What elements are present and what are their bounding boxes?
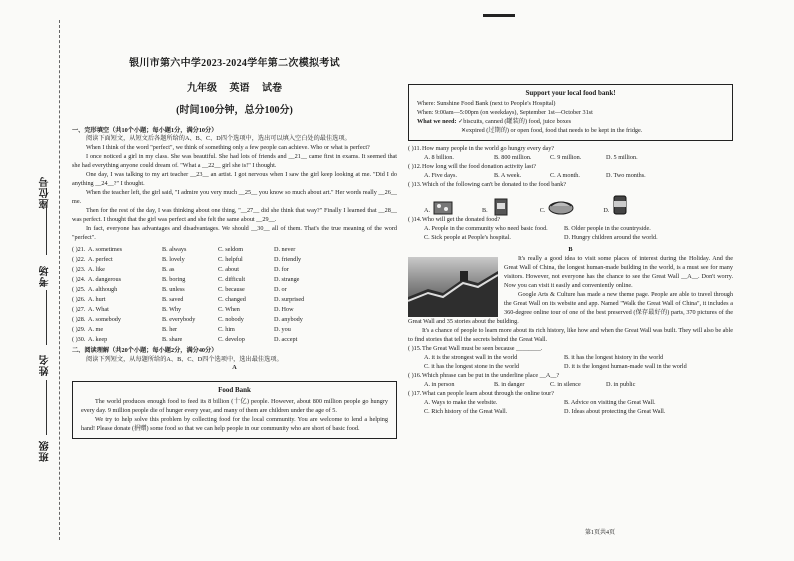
food-bank-box	[72, 381, 397, 438]
choice[interactable]: A. it is the strongest wall in the world	[424, 353, 518, 361]
question-16	[408, 372, 733, 390]
q-number[interactable]: ( )17.	[408, 389, 422, 397]
choice[interactable]: A. 8 billion.	[424, 154, 454, 162]
choice[interactable]: B. everybody	[162, 315, 196, 323]
support-where: Where: Sunshine Food Bank (next to People's Hospital)	[417, 100, 556, 108]
choice[interactable]: B. it has the longest history in the world	[564, 353, 664, 361]
great-wall-photo	[408, 257, 498, 317]
q-number[interactable]: ( )12.	[408, 163, 422, 171]
q-number[interactable]: ( )22.	[72, 256, 86, 264]
part1-heading: 一、完形填空（共10个小题；每小题1分，满分10分）	[72, 126, 218, 134]
choice-letter: B.	[482, 207, 488, 215]
choice[interactable]: D. never	[274, 246, 296, 254]
choice[interactable]: B. unless	[162, 285, 185, 293]
choice[interactable]: A. sometimes	[88, 246, 123, 254]
q-text: How long will the food donation activity last?	[422, 163, 536, 171]
q-text: Which of the following can't be donated to the food bank?	[422, 181, 567, 189]
choice-c[interactable]	[540, 196, 576, 216]
time-info: (时间100分钟，总分100分)	[176, 105, 293, 116]
choice[interactable]: A. in person	[424, 380, 455, 388]
q-text: Which phrase can be put in the underline place __A__?	[422, 371, 560, 379]
choice[interactable]: D. surprised	[274, 295, 305, 303]
name-blank[interactable]	[46, 380, 47, 435]
choice[interactable]: C. in silence	[550, 380, 581, 388]
choice[interactable]: A. Ways to make the website.	[424, 398, 498, 406]
choice[interactable]: C. him	[218, 325, 235, 333]
cloze-paragraph: When the teacher left, the girl said, "I admire you very much __25__ you know so much about art." Her words really __26__ me.	[72, 189, 397, 206]
choice[interactable]: C. it has the longest stone in the world	[424, 362, 520, 370]
q-number[interactable]: ( )30.	[72, 335, 86, 343]
q-number[interactable]: ( )25.	[72, 285, 86, 293]
choice[interactable]: C. Sick people at People's hospital.	[424, 233, 511, 241]
choice[interactable]: C. 9 million.	[550, 154, 582, 162]
choice[interactable]: C. difficult	[218, 276, 246, 284]
passage-b-paragraph: It's really a good idea to visit some places of interest during the Holiday. And the Great Wall of China, the longest human-made building in the world, is a must see for many visitors. However, not everyone has the chance to see the Great Wall __A__. Don't worry. Now you can visit it easily and conveniently online.	[504, 254, 733, 289]
choice[interactable]: C. nobody	[218, 315, 244, 323]
support-title: Support your local food bank!	[525, 89, 616, 97]
right-column	[408, 0, 733, 417]
choice[interactable]: D. accept	[274, 335, 298, 343]
school-title: 银川市第六中学2023-2024学年第二次模拟考试	[129, 58, 340, 69]
question-14	[408, 216, 733, 243]
cloze-paragraph: One day, I was talking to my art teacher __23__ an artist. I got nervous when I saw the girl keep looking at me. "Did I do anything __24__?" I thought.	[72, 171, 397, 188]
food-bank-title: Food Bank	[218, 386, 251, 395]
great-wall-image	[408, 257, 498, 317]
option-row	[72, 245, 397, 255]
choice[interactable]: A. perfect	[88, 256, 113, 264]
q-text: Who will get the donated food?	[422, 216, 501, 223]
option-row	[72, 275, 397, 285]
seal-line	[59, 20, 60, 540]
grade: 九年级	[187, 82, 217, 94]
support-box	[408, 84, 733, 141]
cloze-paragraph: I once noticed a girl in my class. She was beautiful. She had lots of friends and __21__ came first in exams. It seemed that she had everything anyone could dream of. "What a __22__ girl she is!" I thought.	[72, 153, 397, 170]
food-bank-paragraph: The world produces enough food to feed its 8 billion (十亿) people. However, about 800 million people go hungry every day. 9 million people die of hunger every year, and many of them are children under the age of 5.	[81, 397, 388, 414]
choice[interactable]: D. Two months.	[606, 172, 646, 180]
choice[interactable]: A. somebody	[88, 315, 121, 323]
choice[interactable]: A. although	[88, 285, 118, 293]
choice[interactable]: B. A week.	[494, 172, 522, 180]
q-text: The Great Wall must be seen because ________.	[422, 344, 543, 352]
binding-strip	[0, 0, 70, 561]
choice[interactable]: A. dangerous	[88, 276, 121, 284]
name-label: 姓名	[40, 354, 51, 376]
need-yes: ✓biscuits, canned (罐装的) food, juice boxes	[458, 118, 572, 126]
choice[interactable]: A. like	[88, 266, 105, 274]
passage-b-paragraph: It's a chance of people to learn more about its rich history, like how and when the Great Wall was built. They will also be able to find stories that tell the secrets behind the Great Wall.	[408, 326, 733, 343]
choice[interactable]: B. lovely	[162, 256, 185, 264]
page-number: 第1页共4页	[585, 530, 616, 536]
left-column	[72, 0, 397, 439]
q-number[interactable]: ( )14.	[408, 216, 422, 223]
choice[interactable]: B. Advice on visiting the Great Wall.	[564, 398, 656, 406]
support-when: When: 9:00am—5:00pm (on weekdays), September 1st—October 31st	[417, 109, 593, 117]
q-text: What can people learn about through the online tour?	[422, 389, 554, 397]
option-row	[72, 325, 397, 335]
seat-number-blank[interactable]	[46, 205, 47, 255]
bread-icon	[547, 196, 575, 216]
option-row	[72, 315, 397, 325]
q-number[interactable]: ( )11.	[408, 145, 422, 153]
choice[interactable]: D. anybody	[274, 315, 303, 323]
choice[interactable]: B. share	[162, 335, 183, 343]
choice[interactable]: A. People in the community who need basic food.	[424, 224, 548, 232]
question-12	[408, 163, 733, 181]
choice-a[interactable]	[424, 196, 454, 216]
choice-b[interactable]	[482, 196, 512, 216]
food-bank-paragraph: We try to help solve this problem by collecting food for the local community. You are welcome to lend a helping hand! Please donate (捐赠) some food so that we can help people in our community who are short of basic food.	[81, 415, 388, 432]
paper-type: 试卷	[262, 82, 282, 94]
part2-heading: 二、阅读理解（共20个小题；每小题2分，满分40分）	[72, 346, 218, 354]
choice[interactable]: D. 5 million.	[606, 154, 638, 162]
passage-b	[408, 255, 733, 345]
choice[interactable]: B. as	[162, 266, 175, 274]
option-row	[72, 255, 397, 265]
q-number[interactable]: ( )16.	[408, 371, 422, 379]
choice[interactable]: A. hurt	[88, 295, 106, 303]
cloze-paragraph: When I think of the word "perfect", we think of something only a few people can achieve. Who or what is perfect?	[86, 144, 370, 152]
need-label: What we need:	[417, 118, 457, 126]
option-row	[72, 285, 397, 295]
q-text: How many people in the world go hungry every day?	[422, 145, 555, 153]
choice[interactable]: A. me	[88, 325, 104, 333]
choice[interactable]: C. Rich history of the Great Wall.	[424, 407, 508, 415]
option-row	[72, 305, 397, 315]
choice[interactable]: C. seldom	[218, 246, 244, 254]
choice[interactable]: B. always	[162, 246, 187, 254]
juice-box-icon	[490, 196, 512, 216]
choice[interactable]: D. or	[274, 285, 287, 293]
q-number[interactable]: ( )29.	[72, 325, 86, 333]
choice[interactable]: B. in danger	[494, 380, 525, 388]
part2-instruction: 阅读下列短文，从每题所给的A、B、C、D四个选项中，选出最佳选项。	[86, 355, 283, 363]
choice[interactable]: B. saved	[162, 295, 184, 303]
q-number[interactable]: ( )15.	[408, 344, 422, 352]
canned-food-icon	[611, 192, 629, 216]
choice[interactable]: D. it is the longest human-made wall in the world	[564, 362, 687, 370]
question-11	[408, 145, 733, 163]
choice[interactable]: C. A month.	[550, 172, 580, 180]
need-no: ✕expired (过期的) or open food, food that needs to be kept in the fridge.	[461, 127, 643, 135]
choice[interactable]: C. helpful	[218, 256, 243, 264]
choice[interactable]: C. develop	[218, 335, 245, 343]
question-13	[408, 181, 733, 216]
choice[interactable]: C. because	[218, 285, 245, 293]
q-number[interactable]: ( )27.	[72, 305, 86, 313]
cloze-paragraph: Then for the rest of the day, I was thinking about one thing, "__27__ did she think that way?" Finally I learned that __28__ was perfect. I thought that the girl was perfect and she felt the same about __29__.	[72, 207, 397, 224]
cloze-options	[72, 245, 397, 344]
q-number[interactable]: ( )26.	[72, 295, 86, 303]
choice[interactable]: A. keep	[88, 335, 108, 343]
choice[interactable]: B. boring	[162, 276, 186, 284]
choice[interactable]: A. Five days.	[424, 172, 457, 180]
option-row	[72, 295, 397, 305]
grade-subject-line	[72, 82, 397, 97]
choice[interactable]: D. you	[274, 325, 291, 333]
choice-d[interactable]	[603, 192, 629, 216]
choice[interactable]: D. strange	[274, 276, 300, 284]
q-number[interactable]: ( )21.	[72, 246, 86, 254]
choice[interactable]: C. about	[218, 266, 239, 274]
q-number[interactable]: ( )28.	[72, 315, 86, 323]
choice[interactable]: C. When	[218, 305, 240, 313]
support-needs	[417, 118, 724, 127]
option-row	[72, 265, 397, 275]
choice[interactable]: B. Why	[162, 305, 182, 313]
q-number[interactable]: ( )24.	[72, 276, 86, 284]
biscuits-icon	[432, 196, 454, 216]
choice[interactable]: B. 800 million.	[494, 154, 532, 162]
seat-number-label: 座位号	[40, 176, 51, 209]
part1-instruction: 阅读下面短文，从短文后各题所给的A、B、C、D四个选项中，选出可以填入空白处的最佳选项。	[86, 135, 351, 143]
choice[interactable]: A. What	[88, 305, 109, 313]
choice[interactable]: D. How	[274, 305, 294, 313]
section-a-label: A	[232, 364, 237, 372]
choice[interactable]: B. Older people in the countryside.	[564, 224, 651, 232]
choice-letter: C.	[539, 207, 546, 215]
q-number[interactable]: ( )23.	[72, 266, 86, 274]
choice[interactable]: B. her	[162, 325, 178, 333]
choice[interactable]: C. changed	[218, 295, 246, 303]
subject: 英语	[229, 82, 250, 94]
exam-room-blank[interactable]	[46, 290, 47, 345]
question-15	[408, 345, 733, 372]
choice[interactable]: D. Hungry children around the world.	[564, 233, 658, 241]
choice[interactable]: D. for	[274, 266, 289, 274]
choice[interactable]: D. friendly	[274, 256, 302, 264]
cloze-paragraph: In fact, everyone has advantages and disadvantages. We should __30__ all of them. That's the true meaning of the word "perfect".	[72, 225, 397, 242]
choice[interactable]: D. in public	[606, 380, 636, 388]
section-b-label: B	[568, 245, 573, 253]
choice-letter: A.	[424, 207, 431, 215]
class-label: 班级	[40, 440, 51, 462]
q-number[interactable]: ( )13.	[408, 181, 422, 189]
choice[interactable]: D. Ideas about protecting the Great Wall.	[564, 407, 666, 415]
exam-room-label: 考场	[40, 265, 51, 287]
question-17	[408, 390, 733, 417]
option-row	[72, 335, 397, 345]
passage-b-paragraph: Google Arts & Culture has made a new theme page. People are able to travel through the Great Wall on its website and app. Named "Walk the Great Wall of China", it includes a 360-degree online tour of one of the best preserved (保存最好的) parts, 370 pictures of the Great Wall and 35 stories about the building.	[408, 290, 733, 325]
choice-letter: D.	[603, 207, 610, 215]
